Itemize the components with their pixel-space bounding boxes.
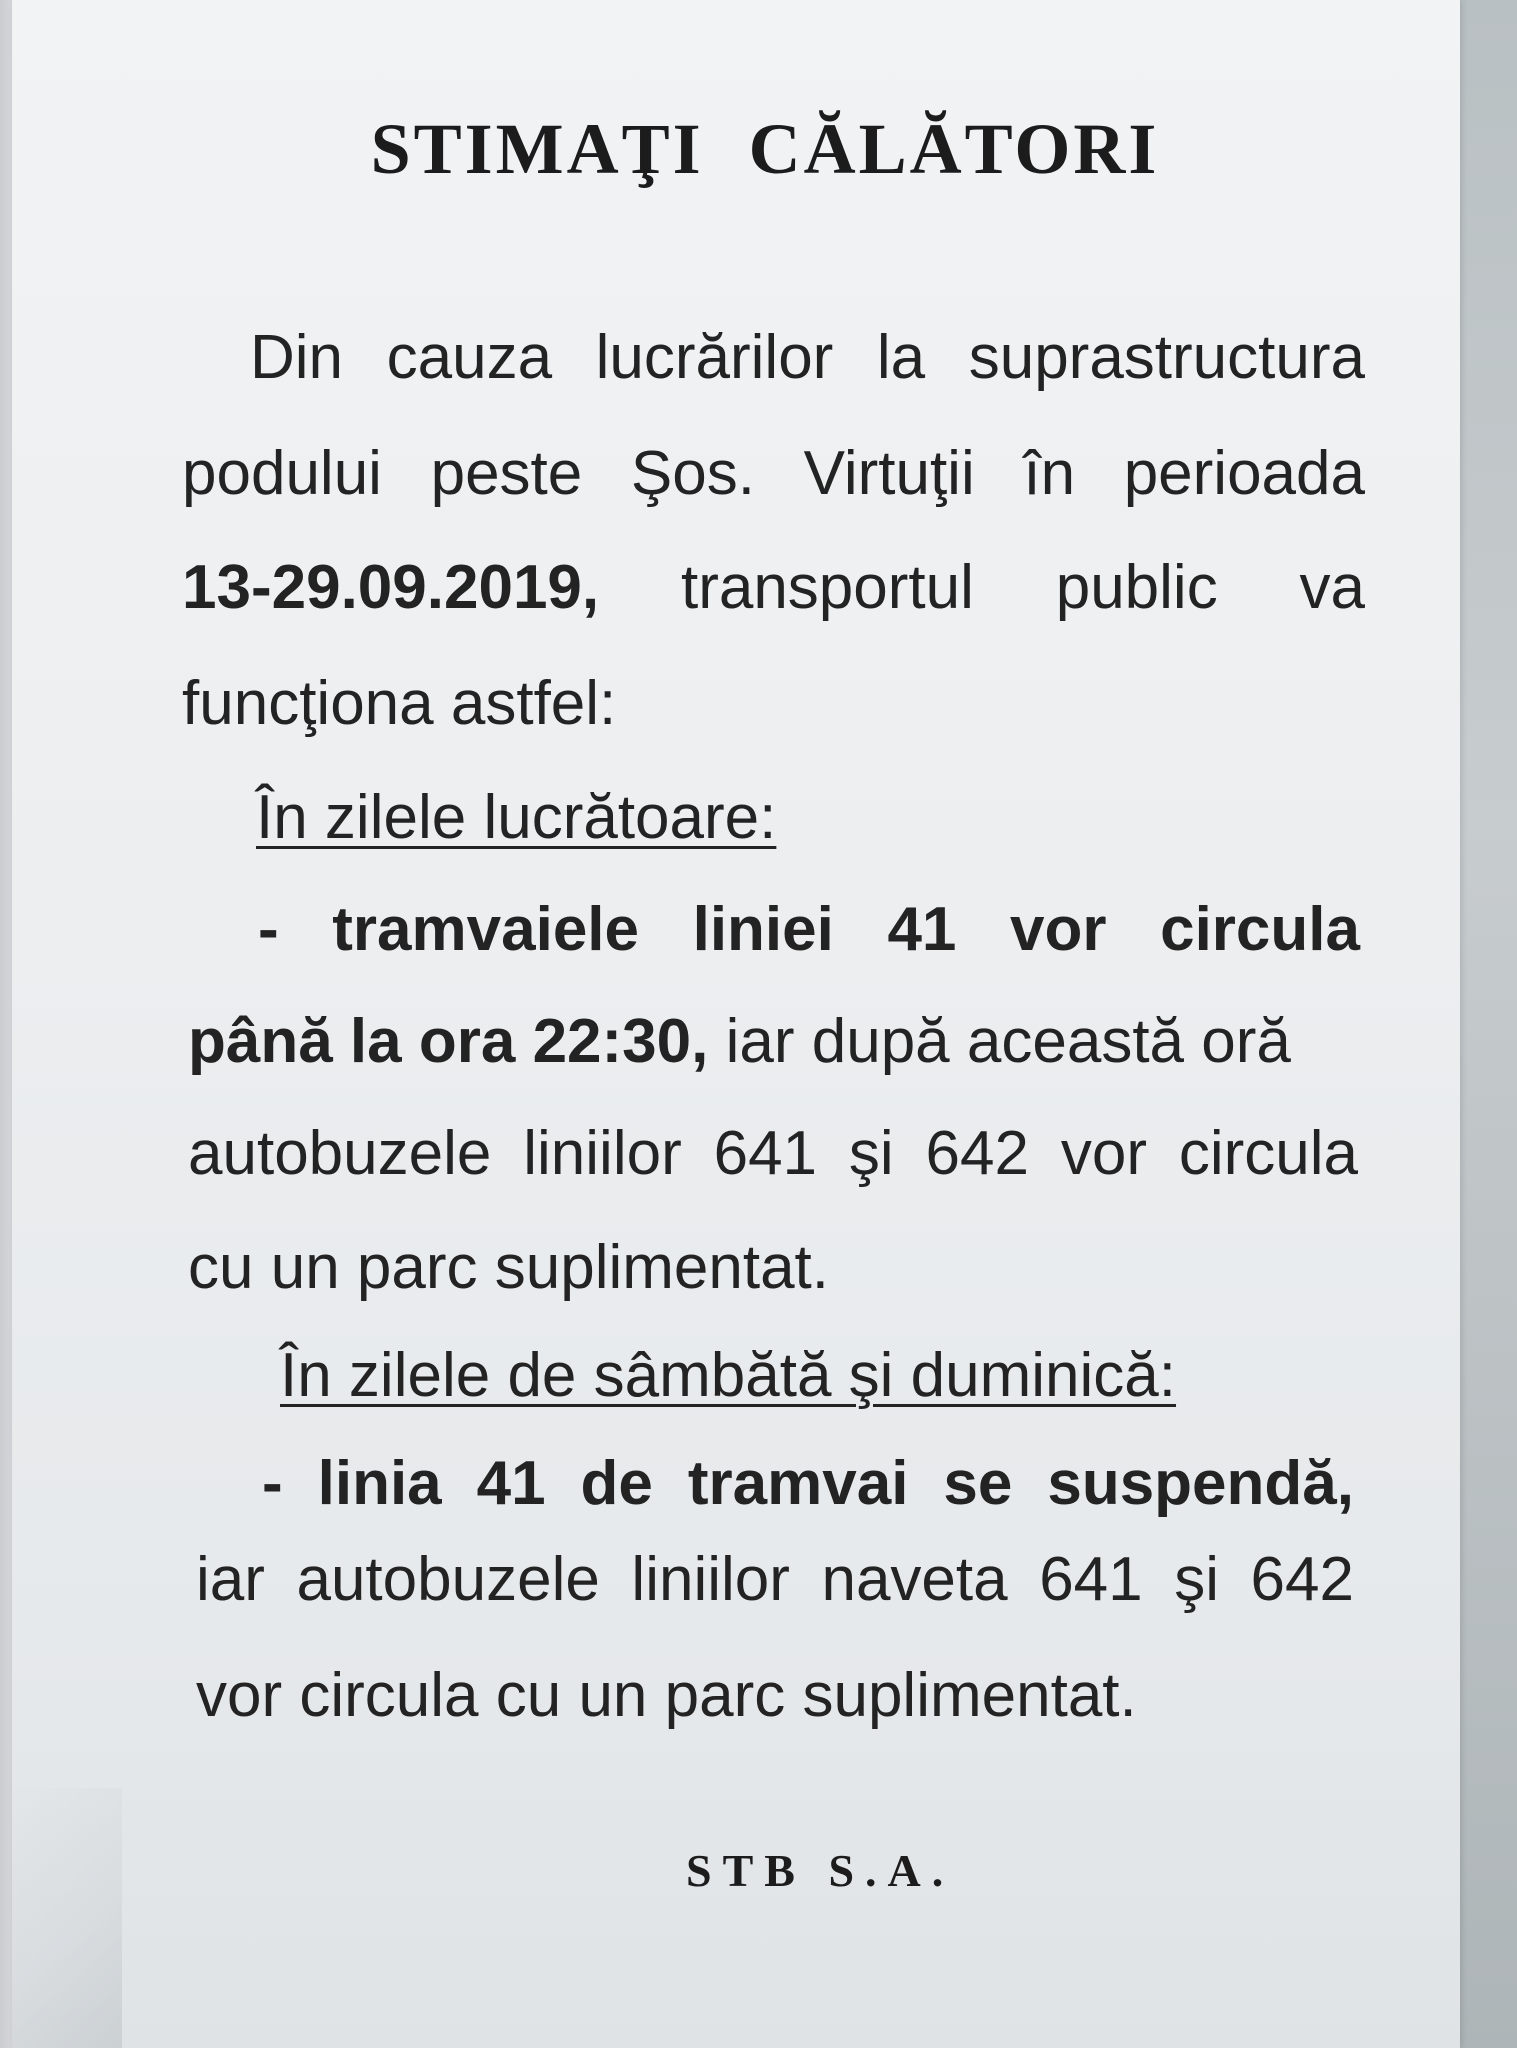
intro-line-3 bbox=[182, 552, 1365, 623]
notice-title: STIMAŢI CĂLĂTORI bbox=[370, 109, 1160, 189]
weekend-line-1: - linia 41 de tramvai se suspendă, bbox=[262, 1449, 1354, 1518]
intro-line-3-rest: transportul public va bbox=[680, 553, 1365, 622]
intro-line-2: podului peste Şos. Virtuţii în perioada bbox=[182, 439, 1365, 508]
background-surface bbox=[1457, 0, 1517, 2048]
weekdays-line-3: autobuzele liniilor 641 şi 642 vor circula bbox=[188, 1119, 1358, 1188]
intro-line-4: funcţiona astfel: bbox=[182, 669, 617, 738]
weekdays-heading: În zilele lucrătoare: bbox=[256, 783, 777, 852]
signature: STB S.A. bbox=[686, 1845, 955, 1896]
weekend-heading: În zilele de sâmbătă şi duminică: bbox=[280, 1341, 1177, 1410]
weekdays-line-4: cu un parc suplimentat. bbox=[188, 1233, 830, 1302]
weekdays-line-2-rest: iar după această oră bbox=[708, 1007, 1291, 1076]
weekdays-line-1: - tramvaiele liniei 41 vor circula bbox=[258, 895, 1360, 964]
weekdays-line-2 bbox=[188, 1006, 1291, 1077]
weekend-line-3: vor circula cu un parc suplimentat. bbox=[196, 1661, 1137, 1730]
weekend-line-2: iar autobuzele liniilor naveta 641 şi 642 bbox=[196, 1545, 1354, 1614]
date-range: 13-29.09.2019, bbox=[182, 553, 600, 622]
intro-line-1: Din cauza lucrărilor la suprastructura bbox=[250, 323, 1365, 392]
tram-end-time: până la ora 22:30, bbox=[188, 1007, 709, 1076]
sheet-corner-fold bbox=[12, 1788, 122, 2048]
